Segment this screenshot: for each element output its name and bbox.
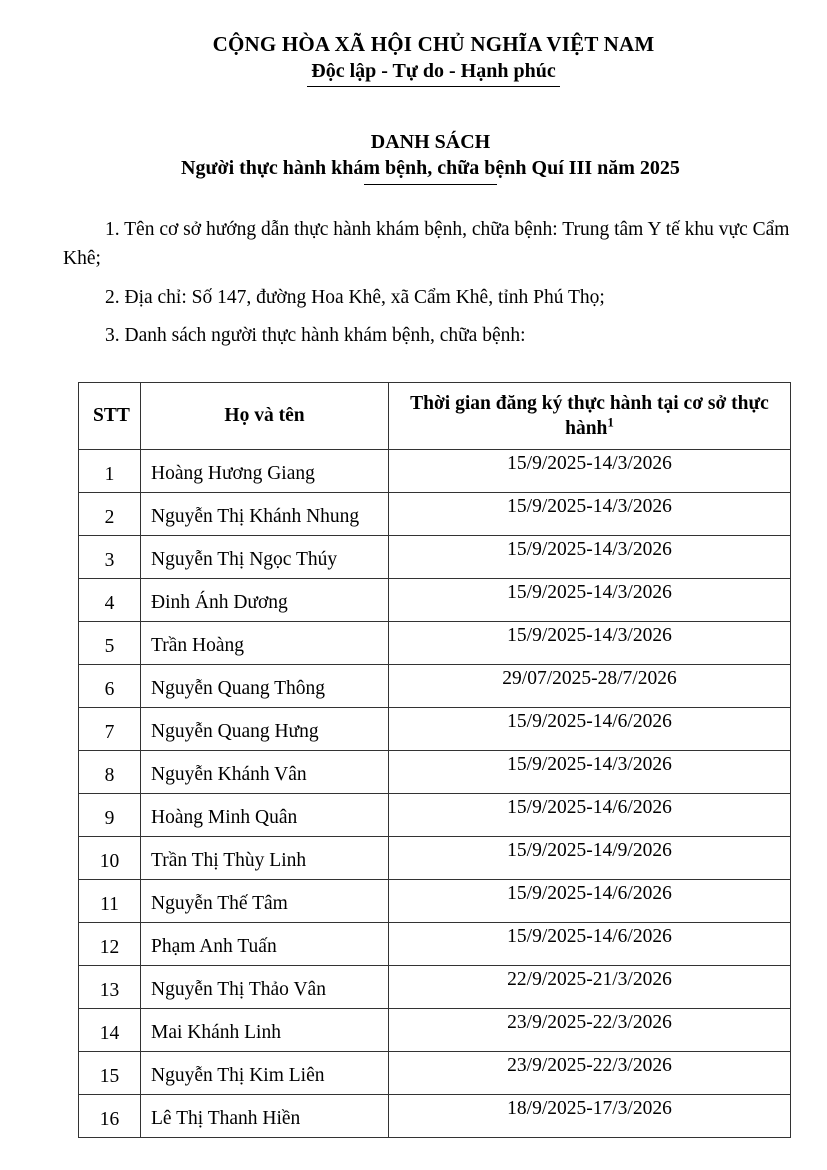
column-header-name: Họ và tên [141,383,389,450]
column-header-period-label: Thời gian đăng ký thực hành tại cơ sở thực hành [410,392,769,439]
cell-period: 29/07/2025-28/7/2026 [389,665,791,708]
table-row [79,966,791,1009]
cell-name: Phạm Anh Tuấn [141,923,389,966]
column-header-stt: STT [79,383,141,450]
document-title: DANH SÁCH [370,131,491,153]
cell-stt: 12 [79,923,141,966]
table-row [79,579,791,622]
document-title-block [34,131,827,185]
cell-period: 23/9/2025-22/3/2026 [389,1009,791,1052]
cell-name: Nguyễn Quang Hưng [141,708,389,751]
cell-stt: 1 [79,450,141,493]
cell-period: 15/9/2025-14/3/2026 [389,622,791,665]
cell-stt: 11 [79,880,141,923]
cell-period: 15/9/2025-14/3/2026 [389,579,791,622]
cell-name: Đinh Ánh Dương [141,579,389,622]
footnote-marker: 1 [607,414,614,430]
table-row [79,665,791,708]
cell-name: Hoàng Hương Giang [141,450,389,493]
cell-name: Mai Khánh Linh [141,1009,389,1052]
table-row [79,794,791,837]
cell-stt: 10 [79,837,141,880]
practice-table-header [79,383,791,450]
table-row [79,1052,791,1095]
cell-period: 23/9/2025-22/3/2026 [389,1052,791,1095]
cell-period: 15/9/2025-14/9/2026 [389,837,791,880]
national-header: CỘNG HÒA XÃ HỘI CHỦ NGHĨA VIỆT NAM [212,32,655,56]
header-row [79,383,791,450]
table-row [79,450,791,493]
cell-name: Nguyễn Thị Khánh Nhung [141,493,389,536]
cell-stt: 7 [79,708,141,751]
cell-period: 15/9/2025-14/3/2026 [389,450,791,493]
national-motto: Độc lập - Tự do - Hạnh phúc [307,60,559,87]
cell-period: 15/9/2025-14/3/2026 [389,536,791,579]
cell-name: Hoàng Minh Quân [141,794,389,837]
cell-stt: 2 [79,493,141,536]
table-row [79,880,791,923]
cell-name: Nguyễn Thị Kim Liên [141,1052,389,1095]
cell-stt: 8 [79,751,141,794]
cell-name: Trần Thị Thùy Linh [141,837,389,880]
cell-stt: 13 [79,966,141,1009]
cell-period: 15/9/2025-14/6/2026 [389,708,791,751]
cell-name: Lê Thị Thanh Hiền [141,1095,389,1138]
cell-name: Nguyễn Thị Ngọc Thúy [141,536,389,579]
column-header-period [389,383,791,450]
practice-list-table [78,382,791,1138]
cell-stt: 3 [79,536,141,579]
cell-period: 15/9/2025-14/6/2026 [389,794,791,837]
paragraph-address: 2. Địa chỉ: Số 147, đường Hoa Khê, xã Cẩm Khê, tỉnh Phú Thọ; [105,286,605,308]
cell-period: 15/9/2025-14/3/2026 [389,493,791,536]
table-row [79,493,791,536]
table-row [79,837,791,880]
title-divider [364,184,497,185]
cell-name: Trần Hoàng [141,622,389,665]
table-row [79,536,791,579]
cell-name: Nguyễn Thị Thảo Vân [141,966,389,1009]
table-row [79,923,791,966]
practice-table-body [79,450,791,1138]
cell-period: 18/9/2025-17/3/2026 [389,1095,791,1138]
table-row [79,1009,791,1052]
cell-stt: 15 [79,1052,141,1095]
cell-stt: 6 [79,665,141,708]
paragraph-list-intro: 3. Danh sách người thực hành khám bệnh, chữa bệnh: [105,324,526,346]
cell-stt: 14 [79,1009,141,1052]
national-header-block [40,32,827,87]
cell-stt: 4 [79,579,141,622]
cell-stt: 5 [79,622,141,665]
table-row [79,1095,791,1138]
cell-name: Nguyễn Khánh Vân [141,751,389,794]
table-row [79,622,791,665]
paragraph-facility-name: 1. Tên cơ sở hướng dẫn thực hành khám bệnh, chữa bệnh: Trung tâm Y tế khu vực Cẩm Khê; [63,219,790,270]
cell-period: 22/9/2025-21/3/2026 [389,966,791,1009]
table-row [79,708,791,751]
cell-period: 15/9/2025-14/6/2026 [389,923,791,966]
cell-stt: 16 [79,1095,141,1138]
cell-period: 15/9/2025-14/6/2026 [389,880,791,923]
table-row [79,751,791,794]
document-subtitle: Người thực hành khám bệnh, chữa bệnh Quí III năm 2025 [181,157,680,179]
intro-paragraphs [63,215,790,350]
cell-name: Nguyễn Thế Tâm [141,880,389,923]
cell-name: Nguyễn Quang Thông [141,665,389,708]
cell-period: 15/9/2025-14/3/2026 [389,751,791,794]
cell-stt: 9 [79,794,141,837]
